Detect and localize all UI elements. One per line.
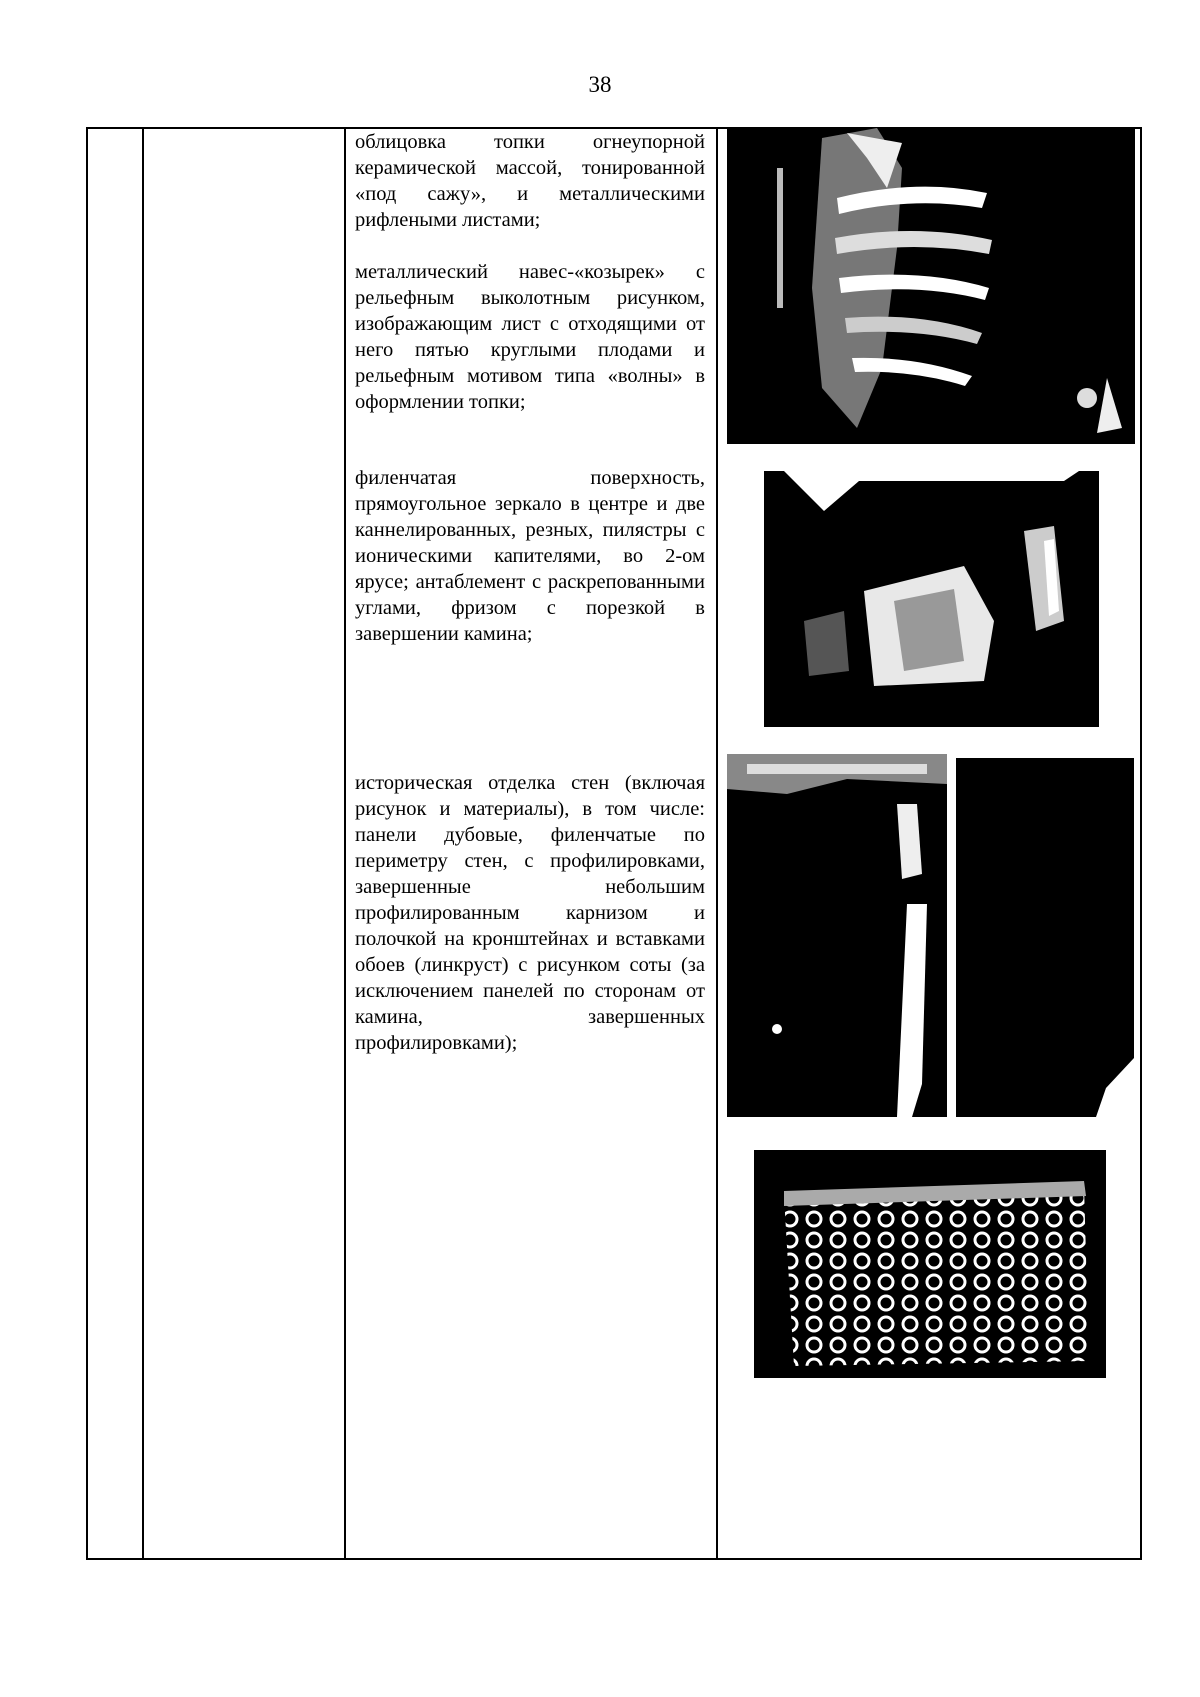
column-divider-3 [716, 127, 718, 1560]
description-firebox-cladding: облицовка топки огнеупорной керамической массой, тонированной «под сажу», и металлическими рифлеными листами; [355, 131, 705, 231]
page-number: 38 [588, 72, 612, 97]
description-wall-finish: историческая отделка стен (включая рисунок и материалы), в том числе: панели дубовые, филенчатые по периметру стен, с профилировками, завершенные небольшим профилированным карнизом и полочкой на кронштейнах и вставками обоев (линкруст) с рисунком соты (за исключением панелей по сторонам от камина, завершенных профилировками); [355, 772, 705, 1054]
photo-wall-panel-right [956, 758, 1134, 1117]
photo-wall-panel-left [727, 754, 947, 1117]
description-metal-canopy: металлический навес-«козырек» с рельефным выколотным рисунком, изображающим лист с отходящими от него пятью круглыми плодами и рельефным мотивом типа «волны» в оформлении топки; [355, 261, 705, 413]
photo-fireplace-mantel [764, 471, 1099, 727]
column-divider-2 [344, 127, 346, 1560]
description-mantel-mirror: филенчатая поверхность, прямоугольное зеркало в центре и две каннелированных, резных, пилястры с ионическими капителями, во 2-ом ярусе; антаблемент с раскрепованными углами, фризом с порезкой в завершении камина; [355, 467, 705, 645]
column-divider-1 [142, 127, 144, 1560]
photo-wallpaper-honeycomb [754, 1146, 1106, 1389]
photo-fireplace-firebox [727, 128, 1135, 444]
